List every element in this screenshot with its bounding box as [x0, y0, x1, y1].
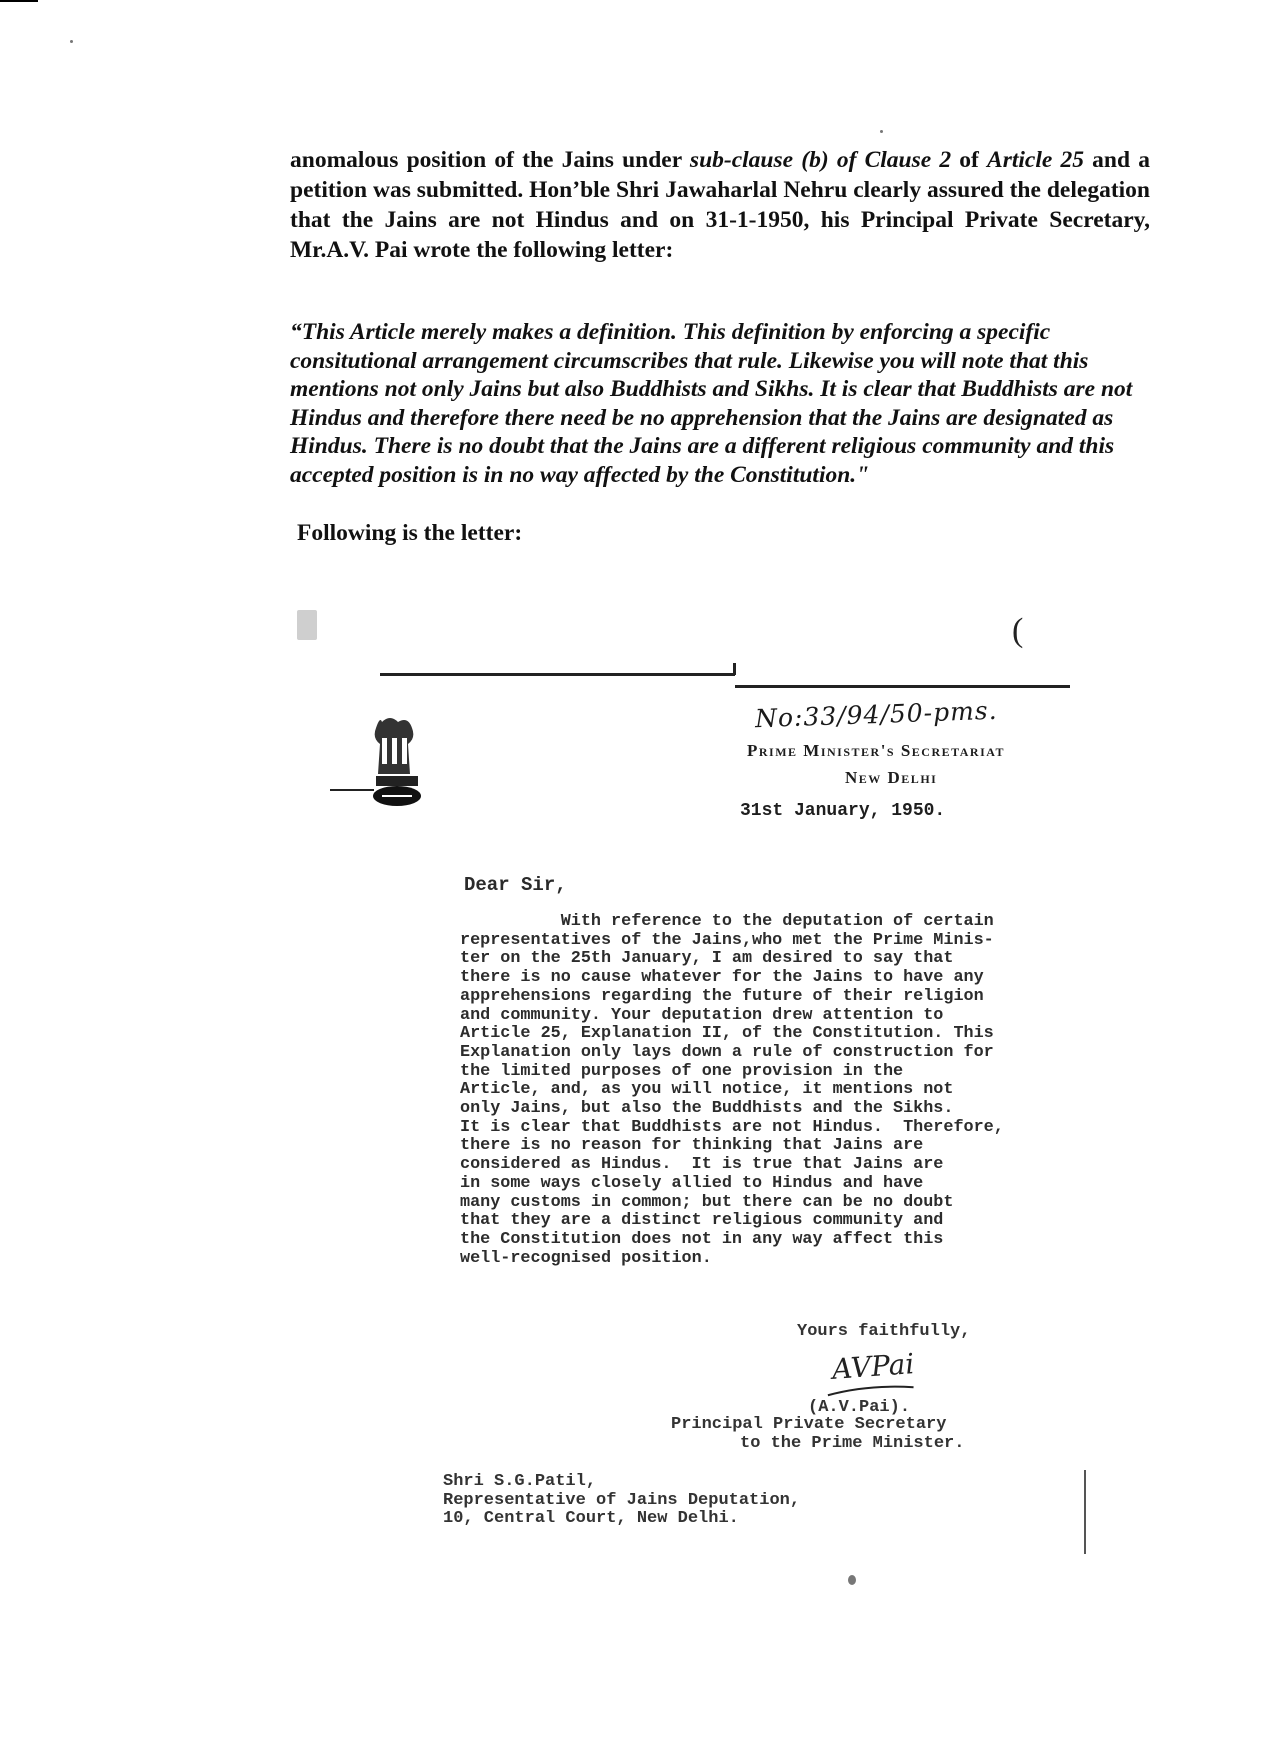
bracket-mark: (	[1012, 612, 1024, 649]
signature: AVPai	[831, 1347, 915, 1386]
letter-body: With reference to the deputation of certain representatives of the Jains,who met the Prime Minis- ter on the 25th January, I am desired to say that there is no cause whatever for the Jains to have any apprehensions regarding the future of their religion and community. Your deputation drew attention to Article 25, Explanation II, of the Constitution. This Explanation only lays down a rule of construction for the limited purposes of one provision in the Article, and, as you will notice, it mentions not only Jains, but also the Buddhists and the Sikhs. It is clear that Buddhists are not Hindus. Therefore, there is no reason for thinking that Jains are considered as Hindus. It is true that Jains are in some ways closely allied to Hindus and have many customs in common; but there can be no doubt that they are a distinct religious community and the Constitution does not in any way affect this well-recognised position.	[460, 912, 1004, 1268]
intro-text-1: anomalous position of the Jains under	[290, 147, 690, 173]
scan-speck	[848, 1575, 856, 1585]
state-emblem-icon	[330, 712, 440, 812]
signatory-title-line-2: to the Prime Minister.	[740, 1434, 965, 1453]
closing: Yours faithfully,	[797, 1322, 971, 1341]
office-name: Prime Minister's Secretariat	[747, 741, 1006, 760]
signatory-title-line-1: Principal Private Secretary	[671, 1415, 947, 1434]
letterhead-rule-left	[380, 673, 735, 676]
letterhead-rule-right	[735, 685, 1070, 688]
scan-speck	[70, 40, 73, 43]
following-heading: Following is the letter:	[297, 520, 523, 546]
addressee-block: Shri S.G.Patil, Representative of Jains Deputation, 10, Central Court, New Delhi.	[443, 1472, 801, 1528]
signatory-name: (A.V.Pai).	[808, 1398, 911, 1417]
office-place: New Delhi	[845, 768, 938, 787]
intro-italic-article: Article 25	[987, 147, 1084, 173]
quoted-letter-excerpt: “This Article merely makes a definition. This definition by enforcing a specific consitutional arrangement circumscribes that rule. Likewise you will note that this mentions not only Jains but also Buddhists and Sikhs. It is clear that Buddhists are not Hindus and therefore there need be no apprehension that the Jains are designated as Hindus. There is no doubt that the Jains are a different religious community and this accepted position is in no way affected by the Constitution."	[290, 319, 1133, 488]
intro-italic-clause: sub-clause (b) of Clause 2	[689, 147, 952, 173]
letter-date: 31st January, 1950.	[740, 801, 946, 821]
scan-speck	[880, 130, 883, 133]
salutation: Dear Sir,	[464, 874, 567, 896]
letterhead-rule-step	[733, 663, 736, 675]
margin-line	[1084, 1470, 1086, 1554]
intro-text-3: and a petition was submitted. Hon’ble Shri Jawaharlal Nehru clearly assured the delegation that the Jains are not Hindus and on 31-1-1950, his Principal Private Secretary, Mr.A.V. Pai wrote the following letter:	[290, 147, 1150, 263]
intro-text-2: of	[951, 147, 988, 173]
scan-smudge	[297, 610, 317, 640]
reference-number: No:33/94/50-pms.	[754, 695, 998, 734]
